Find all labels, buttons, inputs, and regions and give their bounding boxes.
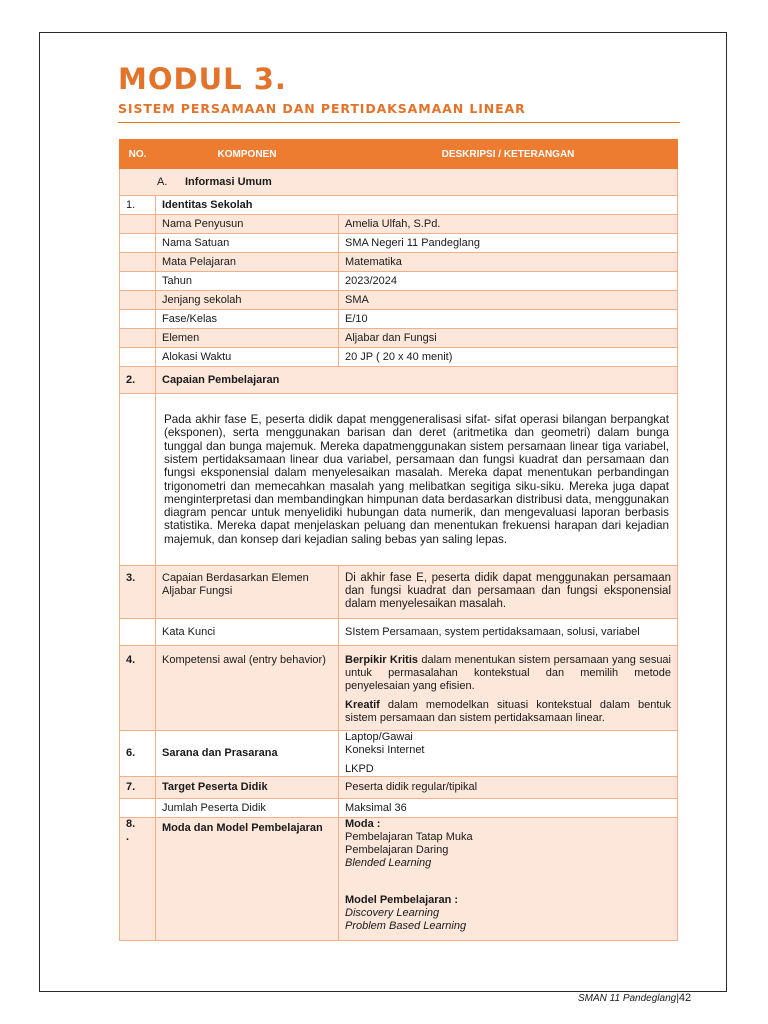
section-letter: A. (157, 175, 168, 188)
moda-item: Pembelajaran Tatap Muka (345, 831, 473, 843)
row-value: Matematika (339, 253, 678, 272)
moda-number: 8. (126, 818, 136, 830)
sarana-item: Laptop/Gawai (345, 731, 413, 743)
table-row (120, 818, 678, 941)
kompetensi-description (339, 646, 678, 731)
kompetensi-bold-2: Kreatif (345, 699, 380, 711)
module-title: MODUL 3. (118, 62, 287, 96)
section-a-row (120, 169, 678, 196)
table-row (120, 348, 678, 367)
row-number (120, 818, 156, 941)
table-row (120, 272, 678, 291)
sarana-item: LKPD (345, 763, 374, 775)
table-row (120, 799, 678, 818)
col-header-no: NO. (120, 140, 156, 169)
moda-item-italic: Blended Learning (345, 857, 432, 869)
row-value: SIstem Persamaan, system pertidaksamaan, solusi, variabel (339, 619, 678, 646)
row-number: 1. (120, 196, 156, 215)
module-table (119, 139, 678, 941)
row-value: 2023/2024 (339, 272, 678, 291)
row-key: Kata Kunci (156, 619, 339, 646)
row-key: Capaian Berdasarkan Elemen Aljabar Fungsi (156, 566, 339, 619)
table-row (120, 310, 678, 329)
row-key: Kompetensi awal (entry behavior) (156, 646, 339, 731)
row-label: Target Peserta Didik (156, 777, 339, 799)
row-key: Tahun (156, 272, 339, 291)
capaian-paragraph: Pada akhir fase E, peserta didik dapat menggeneralisasi sifat- sifat operasi bilangan berpangkat (eksponen), serta menggunakan barisan dan deret (aritmetika dan geometri) dalam bunga tunggal dan bunga majemuk. Mereka dapatmenggunakan sistem persamaan linear tiga variabel, sistem pertidaksamaan linear dua variabel, persamaan dan fungsi kuadrat dan persamaan dan fungsi eksponensial dalam menyelesaikan masalah. Mereka dapat menentukan perbandingan trigonometri dan memecahkan masalah yang melibatkan segitiga siku-siku. Mereka juga dapat menginterpretasi dan membandingkan himpunan data berdasarkan distribusi data, menggunakan diagram pencar untuk menyelidiki hubungan data numerik, dan mengevaluasi laporan berbasis statistika. Mereka dapat menjelaskan peluang dan menentukan frekuensi harapan dari kejadian majemuk, dan konsep dari kejadian saling bebas yan saling lepas. (156, 394, 678, 566)
table-row (120, 196, 678, 215)
moda-title: Moda : (345, 818, 381, 830)
kompetensi-bold-1: Berpikir Kritis (345, 654, 419, 666)
row-label: Moda dan Model Pembelajaran (156, 818, 339, 941)
row-number: 7. (120, 777, 156, 799)
row-value: 20 JP ( 20 x 40 menit) (339, 348, 678, 367)
row-value: Di akhir fase E, peserta didik dapat menggunakan persamaan dan fungsi kuadrat dan persamaan dan fungsi eksponensial dalam menyelesaikan masalah. (339, 566, 678, 619)
row-number: 6. (120, 731, 156, 777)
row-key: Jenjang sekolah (156, 291, 339, 310)
row-number: 3. (120, 566, 156, 619)
model-item: Discovery Learning (345, 907, 440, 919)
row-label: Identitas Sekolah (156, 196, 678, 215)
table-row (120, 367, 678, 394)
table-row (120, 777, 678, 799)
col-header-komponen: KOMPONEN (156, 140, 339, 169)
row-value: Aljabar dan Fungsi (339, 329, 678, 348)
page-footer: SMAN 11 Pandeglang|42 (578, 992, 692, 1004)
moda-item: Pembelajaran Daring (345, 844, 449, 856)
row-value: Peserta didik regular/tipikal (339, 777, 678, 799)
table-row (120, 215, 678, 234)
table-row (120, 646, 678, 731)
table-row (120, 329, 678, 348)
row-key: Fase/Kelas (156, 310, 339, 329)
module-subtitle: SISTEM PERSAMAAN DAN PERTIDAKSAMAAN LINEAR (118, 101, 526, 116)
model-item: Problem Based Learning (345, 920, 467, 932)
footer-school: SMAN 11 Pandeglang (578, 993, 677, 1004)
row-key: Jumlah Peserta Didik (156, 799, 339, 818)
row-key: Alokasi Waktu (156, 348, 339, 367)
row-number: 2. (120, 367, 156, 394)
row-label: Capaian Pembelajaran (156, 367, 678, 394)
table-row (120, 619, 678, 646)
sarana-list (339, 731, 678, 777)
sarana-item: Koneksi Internet (345, 744, 425, 756)
table-row (120, 394, 678, 566)
row-value: Amelia Ulfah, S.Pd. (339, 215, 678, 234)
row-label: Sarana dan Prasarana (156, 731, 339, 777)
moda-description (339, 818, 678, 941)
row-key: Nama Penyusun (156, 215, 339, 234)
kompetensi-text-2: dalam memodelkan situasi kontekstual dalam bentuk sistem persamaan dan sistem pertidaksamaan linear. (345, 699, 671, 724)
table-row (120, 234, 678, 253)
table-row (120, 566, 678, 619)
section-label: Informasi Umum (185, 175, 272, 188)
table-row (120, 291, 678, 310)
table-row (120, 731, 678, 777)
row-key: Elemen (156, 329, 339, 348)
row-value: Maksimal 36 (339, 799, 678, 818)
model-title: Model Pembelajaran : (345, 894, 459, 906)
kompetensi-text-1: dalam menentukan sistem persamaan yang sesuai untuk permasalahan kontekstual dan memilih metode penyelesaian yang efisien. (345, 654, 671, 692)
row-key: Mata Pelajaran (156, 253, 339, 272)
row-key: Nama Satuan (156, 234, 339, 253)
col-header-deskripsi: DESKRIPSI / KETERANGAN (339, 140, 678, 169)
moda-number-extra: . (126, 831, 130, 843)
row-value: SMA (339, 291, 678, 310)
row-value: E/10 (339, 310, 678, 329)
page-number: 42 (678, 992, 692, 1004)
row-number: 4. (120, 646, 156, 731)
title-divider (118, 122, 680, 123)
table-row (120, 253, 678, 272)
row-value: SMA Negeri 11 Pandeglang (339, 234, 678, 253)
